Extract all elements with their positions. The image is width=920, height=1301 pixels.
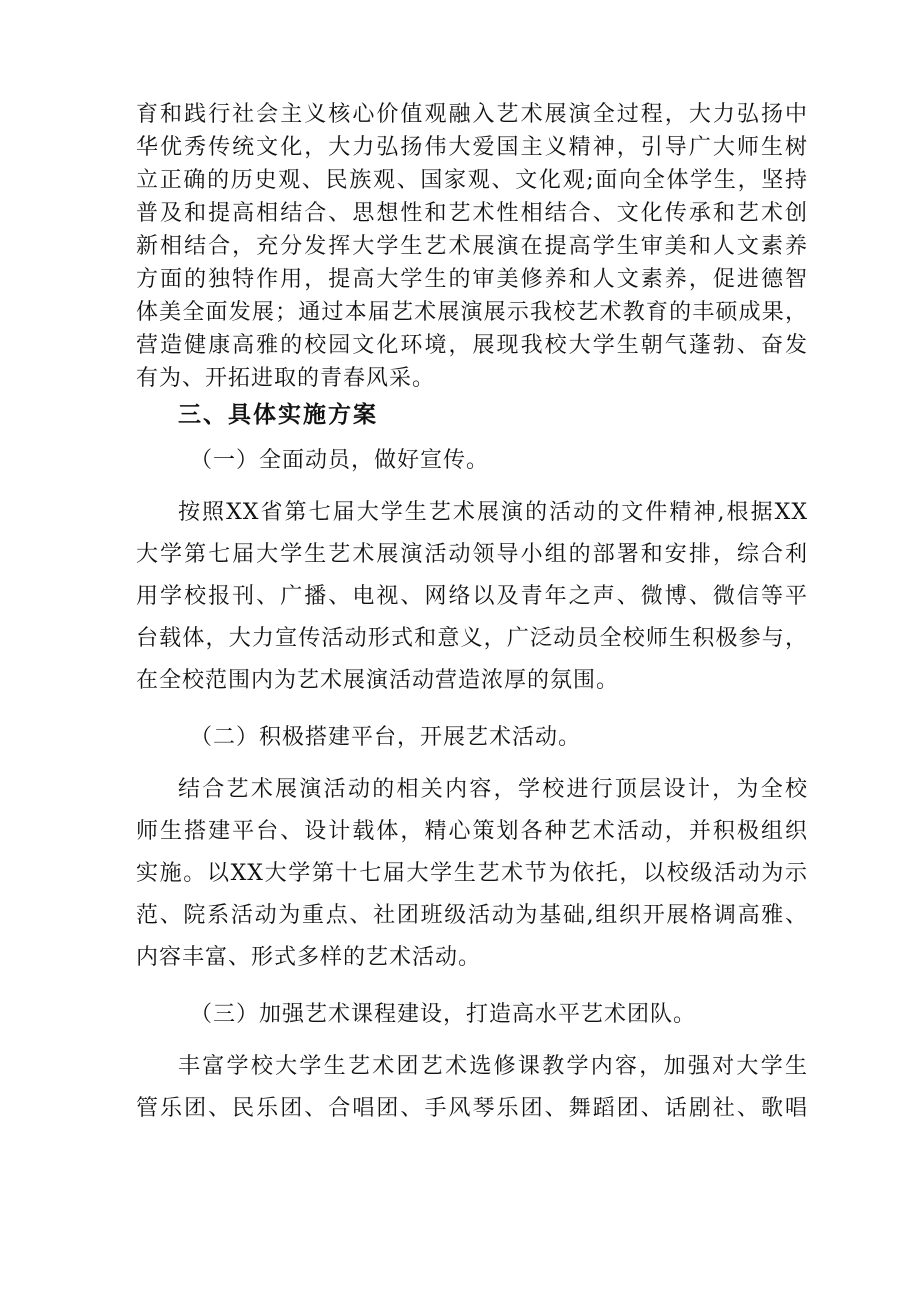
paragraph-line: 范、院系活动为重点、社团班级活动为基础,组织开展格调高雅、 — [136, 903, 808, 928]
paragraph-line: 方面的独特作用，提高大学生的审美修养和人文素养，促进德智 — [136, 267, 808, 292]
paragraph-line: 台载体，大力宣传活动形式和意义，广泛动员全校师生积极参与， — [136, 626, 808, 651]
paragraph-line: 华优秀传统文化，大力弘扬伟大爱国主义精神，引导广大师生树 — [136, 135, 808, 160]
paragraph-line: 新相结合，充分发挥大学生艺术展演在提高学生审美和人文素养 — [136, 234, 808, 259]
paragraph-line: 体美全面发展；通过本届艺术展演展示我校艺术教育的丰硕成果， — [136, 300, 808, 325]
paragraph-line: 立正确的历史观、民族观、国家观、文化观;面向全体学生，坚持 — [136, 168, 808, 193]
paragraph-line: 管乐团、民乐团、合唱团、手风琴乐团、舞蹈团、话剧社、歌唱 — [136, 1096, 808, 1121]
paragraph-line: 有为、开拓进取的青春风采。 — [136, 366, 436, 391]
subsection-heading: （二）积极搭建平台，开展艺术活动。 — [190, 725, 582, 750]
section-heading: 三、具体实施方案 — [178, 402, 378, 428]
paragraph-line: 大学第七届大学生艺术展演活动领导小组的部署和安排，综合利 — [136, 542, 808, 567]
paragraph-line: 普及和提高相结合、思想性和艺术性相结合、文化传承和艺术创 — [136, 201, 808, 226]
subsection-heading: （一）全面动员，做好宣传。 — [190, 448, 490, 473]
paragraph-line: 实施。以XX大学第十七届大学生艺术节为依托，以校级活动为示 — [136, 861, 808, 886]
paragraph-line: 按照XX省第七届大学生艺术展演的活动的文件精神,根据XX — [178, 500, 808, 525]
paragraph-line: 在全校范围内为艺术展演活动营造浓厚的氛围。 — [136, 668, 620, 693]
paragraph-line: 结合艺术展演活动的相关内容，学校进行顶层设计，为全校 — [178, 777, 808, 802]
paragraph-line: 丰富学校大学生艺术团艺术选修课教学内容，加强对大学生 — [178, 1054, 808, 1079]
paragraph-line: 师生搭建平台、设计载体，精心策划各种艺术活动，并积极组织 — [136, 819, 808, 844]
paragraph-line: 营造健康高雅的校园文化环境，展现我校大学生朝气蓬勃、奋发 — [136, 333, 808, 358]
paragraph-line: 内容丰富、形式多样的艺术活动。 — [136, 945, 482, 970]
paragraph-line: 用学校报刊、广播、电视、网络以及青年之声、微博、微信等平 — [136, 584, 808, 609]
paragraph-line: 育和践行社会主义核心价值观融入艺术展演全过程，大力弘扬中 — [136, 102, 808, 127]
subsection-heading: （三）加强艺术课程建设，打造高水平艺术团队。 — [190, 1002, 697, 1027]
